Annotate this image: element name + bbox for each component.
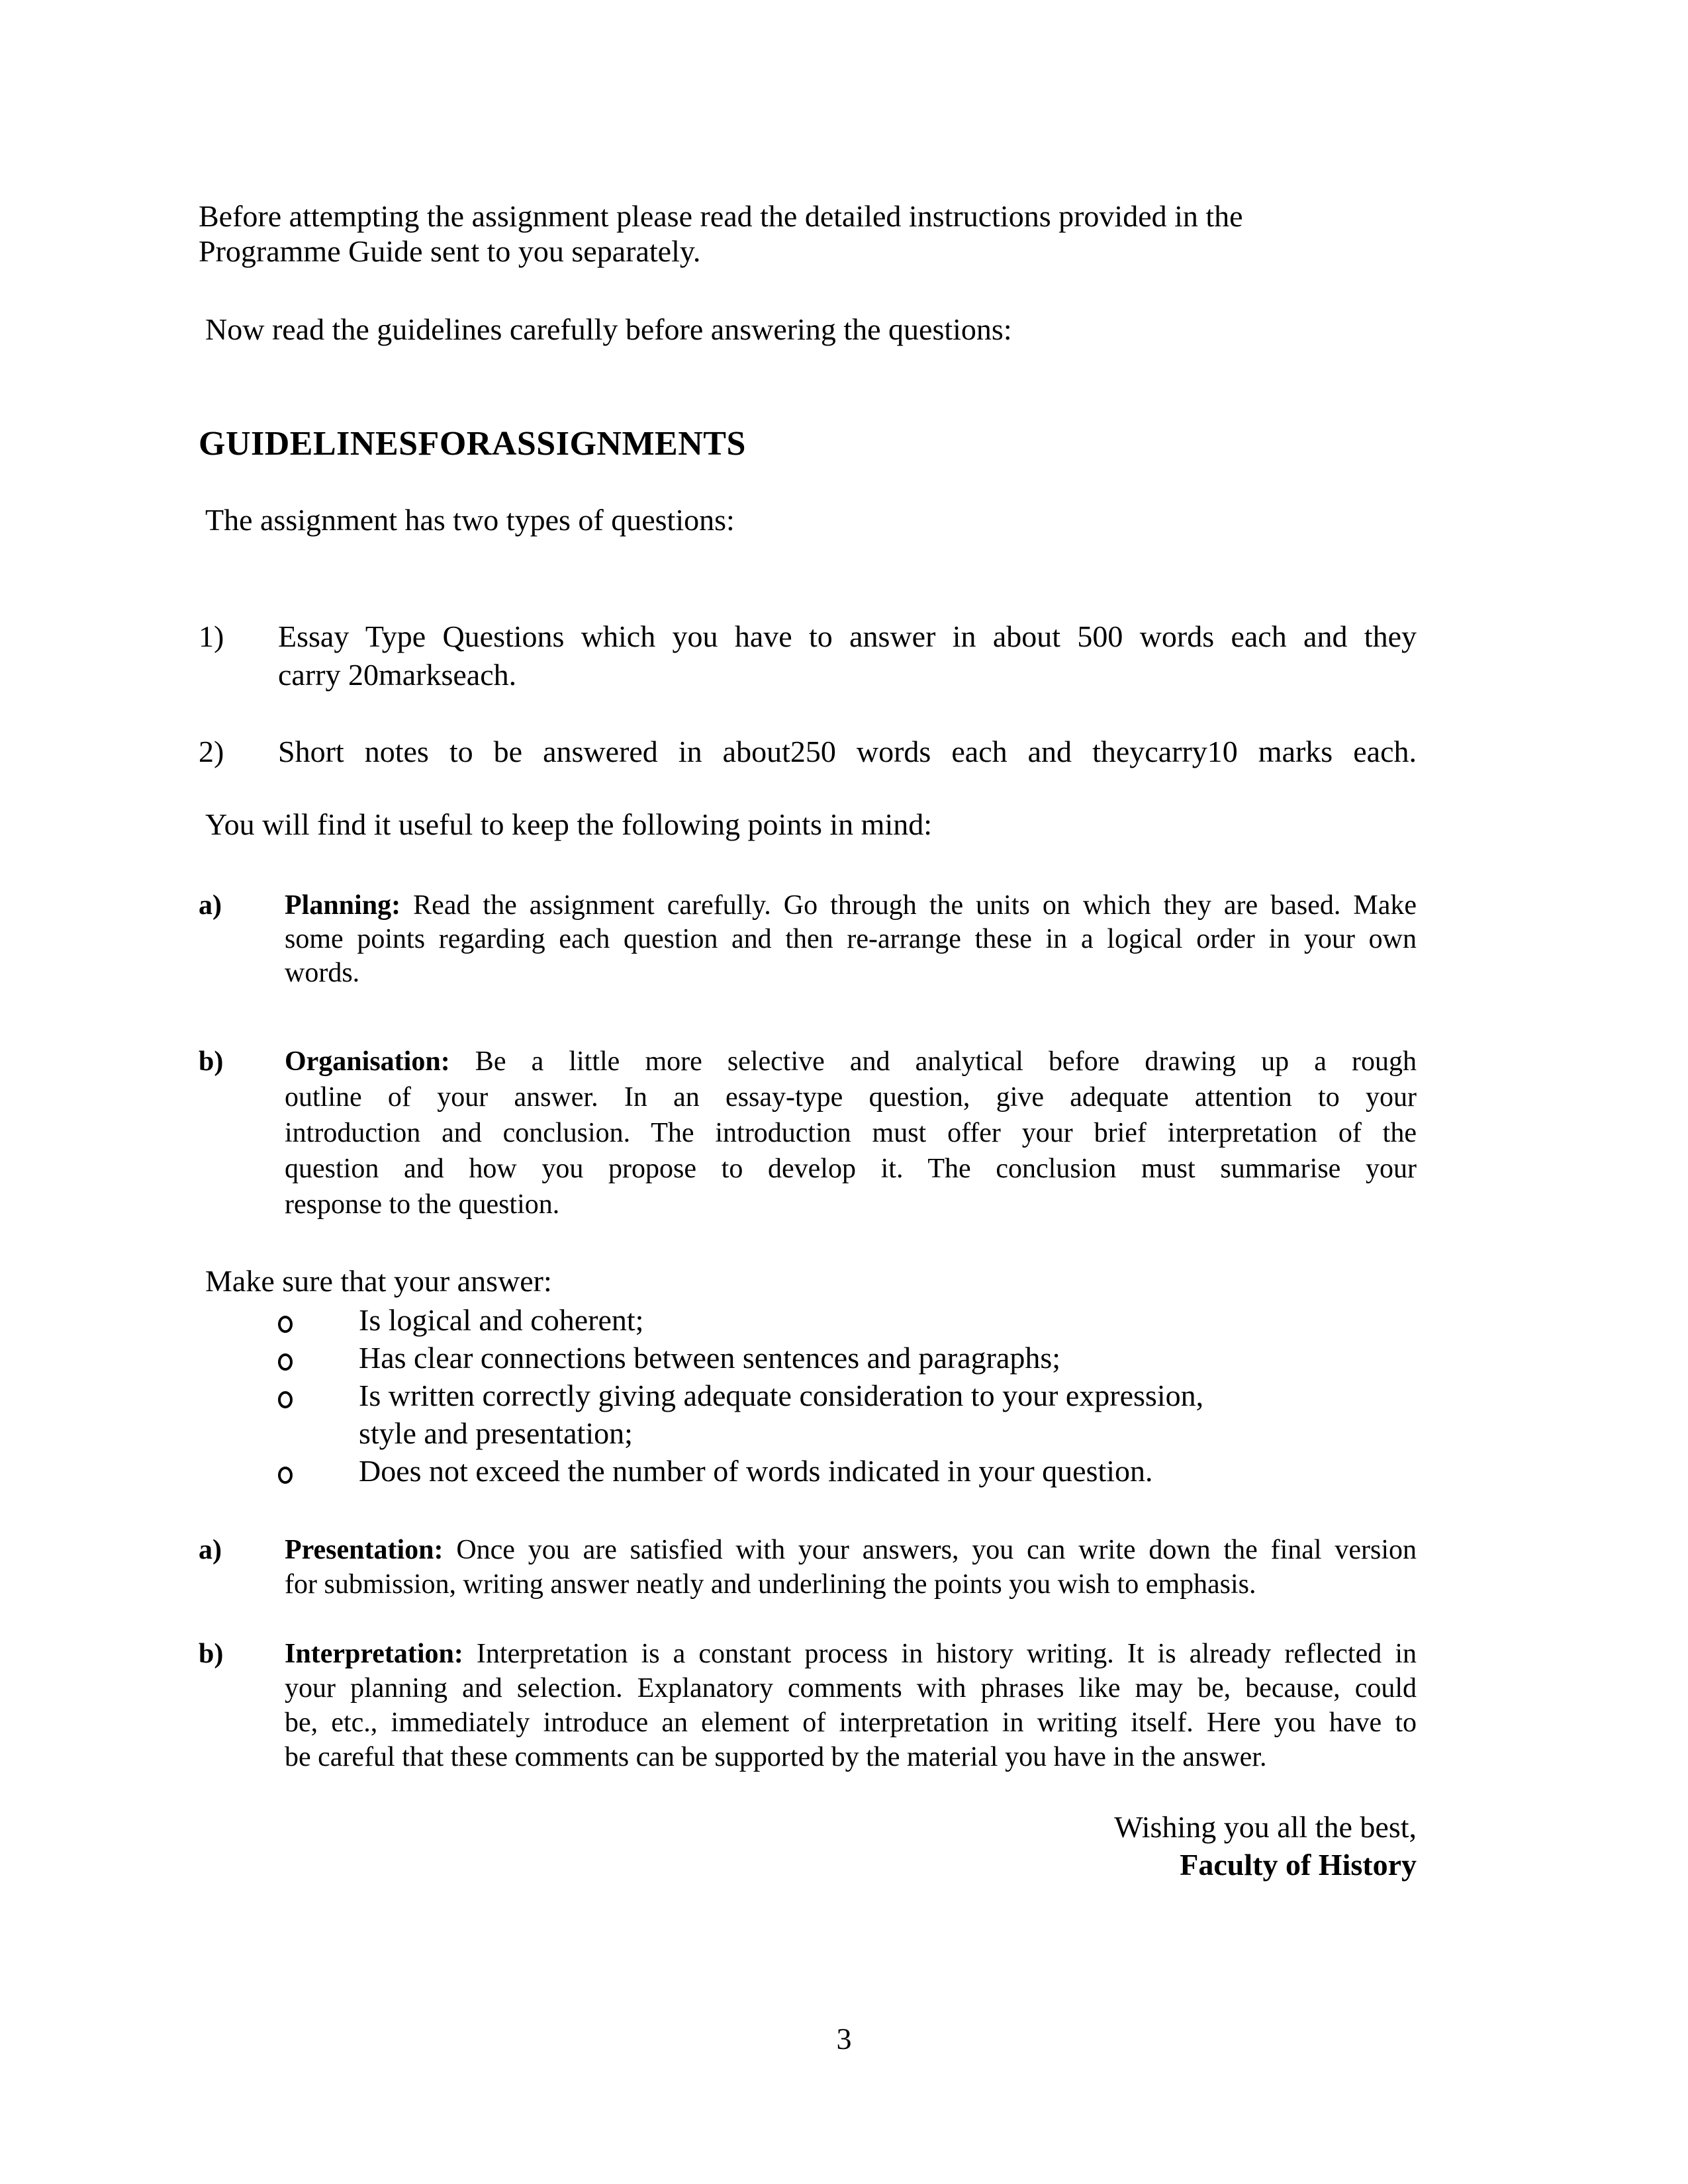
planning-item [199,889,1417,990]
interpretation-line-1 [285,1637,1417,1671]
bullet-3-line-1: Is written correctly giving adequate consideration to your expression, [359,1379,1204,1412]
planning-line-1-text: Read the assignment carefully. Go through the units on which they are based. Make [400,890,1417,921]
presentation-label: Presentation: [285,1535,444,1565]
organisation-line-4: question and how you propose to develop it. The conclusion must summarise your [285,1154,1417,1184]
bullet-3-line-2: style and presentation; [359,1416,633,1450]
bullet-2-text: Has clear connections between sentences and paragraphs; [359,1341,1061,1375]
organisation-item [199,1044,1417,1222]
intro-paragraph [199,199,1417,269]
now-read-paragraph [199,311,1423,347]
essay-type-item [199,617,1417,694]
interpretation-item [199,1637,1417,1774]
signoff-faculty: Faculty of History [1180,1848,1417,1882]
organisation-line-2: outline of your answer. In an essay-type question, give adequate attention to your [285,1082,1417,1113]
bullet-item-2 [199,1339,1417,1377]
bullet-icon [278,1377,359,1452]
planning-body [285,889,1417,990]
bullet-icon [278,1339,359,1377]
interpretation-line-2: your planning and selection. Explanatory comments with phrases like may be, because, could [285,1673,1417,1704]
circle-bullet-icon [278,1391,293,1408]
bullet-3-text [359,1377,1417,1452]
types-intro-paragraph: The assignment has two types of questions: [205,503,735,537]
planning-line-1 [285,889,1417,923]
organisation-line-5: response to the question. [285,1189,560,1220]
presentation-marker: a) [199,1535,222,1565]
presentation-body [285,1533,1417,1602]
interpretation-line-4: be careful that these comments can be supported by the material you have in the answer. [285,1742,1267,1772]
bullet-4-text: Does not exceed the number of words indicated in your question. [359,1454,1153,1488]
planning-marker: a) [199,890,222,921]
bullet-item-3 [199,1377,1417,1452]
organisation-line-1-text: Be a little more selective and analytical before drawing up a rough [449,1046,1417,1077]
organisation-marker: b) [199,1046,224,1077]
signoff-wishing: Wishing you all the best, [1114,1810,1417,1844]
bullet-item-4 [199,1452,1417,1490]
circle-bullet-icon [278,1353,293,1371]
planning-line-2: some points regarding each question and then re-arrange these in a logical order in your own [285,924,1417,954]
item-2-marker: 2) [199,735,224,768]
answer-bullet-list [199,1301,1417,1490]
organisation-line-3: introduction and conclusion. The introduction must offer your brief interpretation of the [285,1118,1417,1148]
signoff-block [199,1808,1417,1884]
make-sure-paragraph: Make sure that your answer: [205,1264,552,1298]
intro-line-2: Programme Guide sent to you separately. [199,234,701,268]
interpretation-body [285,1637,1417,1774]
bullet-1-text: Is logical and coherent; [359,1303,644,1337]
short-notes-item [199,733,1417,771]
item-1-line-1: Essay Type Questions which you have to answer in about 500 words each and they [278,619,1417,653]
organisation-line-1 [285,1044,1417,1079]
planning-label: Planning: [285,890,401,921]
points-intro-paragraph: You will find it useful to keep the following points in mind: [205,807,933,841]
interpretation-line-1-text: Interpretation is a constant process in history writing. It is already reflected in [463,1639,1417,1669]
item-1-line-2: carry 20markseach. [278,658,517,692]
item-1-marker: 1) [199,619,224,653]
page-number: 3 [836,2022,852,2056]
bullet-item-1 [199,1301,1417,1339]
guidelines-heading: GUIDELINESFORASSIGNMENTS [199,425,746,463]
presentation-line-1 [285,1533,1417,1567]
circle-bullet-icon [278,1316,293,1333]
presentation-line-1-text: Once you are satisfied with your answers, you can write down the final version [443,1535,1417,1565]
interpretation-marker: b) [199,1639,224,1669]
circle-bullet-icon [278,1467,293,1484]
item-2-body [278,733,1417,771]
bullet-icon [278,1452,359,1490]
organisation-label: Organisation: [285,1046,450,1077]
organisation-body [285,1044,1417,1222]
bullet-icon [278,1301,359,1339]
interpretation-line-3: be, etc., immediately introduce an element of interpretation in writing itself. Here you have to [285,1707,1417,1738]
item-1-body [278,617,1417,694]
now-read-line: Now read the guidelines carefully before answering the questions: [205,312,1012,346]
presentation-line-2: for submission, writing answer neatly and underlining the points you wish to emphasis. [285,1569,1256,1600]
presentation-item [199,1533,1417,1602]
intro-line-1: Before attempting the assignment please read the detailed instructions provided in the [199,199,1243,233]
item-2-line-1: Short notes to be answered in about250 words each and theycarry10 marks each. [278,735,1417,768]
interpretation-label: Interpretation: [285,1639,463,1669]
planning-line-3: words. [285,958,360,988]
